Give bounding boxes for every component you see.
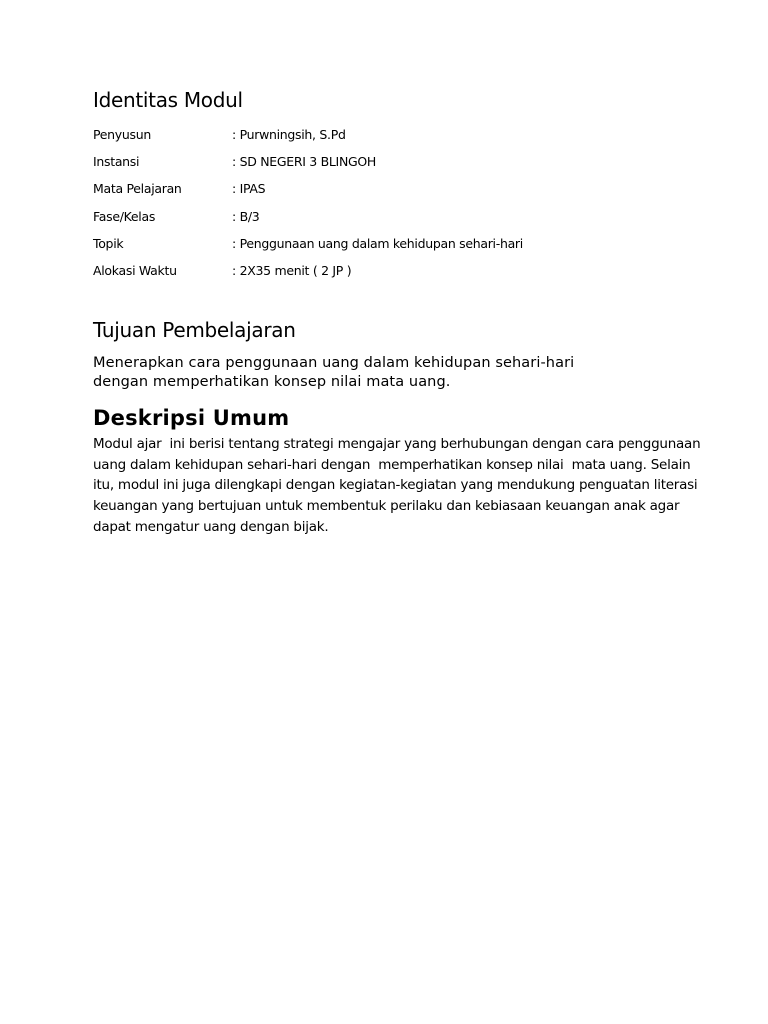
deskripsi-line: dapat mengatur uang dengan bijak. [93, 518, 329, 535]
tujuan-paragraph [93, 354, 613, 392]
deskripsi-line: Modul ajar ini berisi tentang strategi mengajar yang berhubungan dengan cara penggunaan [93, 436, 701, 452]
tujuan-heading: Tujuan Pembelajaran [93, 318, 296, 342]
identitas-value: : Penggunaan uang dalam kehidupan sehari-hari [232, 236, 523, 251]
deskripsi-paragraph [93, 434, 701, 538]
identitas-label: Fase/Kelas [93, 209, 156, 224]
identitas-heading: Identitas Modul [93, 88, 243, 112]
deskripsi-line: uang dalam kehidupan sehari-hari dengan memperhatikan konsep nilai mata uang. Selain [93, 456, 691, 473]
identitas-value: : SD NEGERI 3 BLINGOH [232, 154, 377, 169]
tujuan-line: Menerapkan cara penggunaan uang dalam kehidupan sehari-hari [93, 355, 575, 371]
identitas-value: : IPAS [232, 181, 266, 196]
identitas-label: Topik [93, 236, 124, 251]
deskripsi-heading: Deskripsi Umum [93, 406, 290, 430]
identitas-value: : Purwningsih, S.Pd [232, 127, 346, 142]
identitas-label: Instansi [93, 154, 140, 169]
identitas-label: Alokasi Waktu [93, 263, 177, 278]
tujuan-line: dengan memperhatikan konsep nilai mata uang. [93, 374, 451, 390]
identitas-label: Mata Pelajaran [93, 181, 182, 196]
deskripsi-line: keuangan yang bertujuan untuk membentuk perilaku dan kebiasaan keuangan anak agar [93, 498, 680, 515]
deskripsi-line: itu, modul ini juga dilengkapi dengan kegiatan-kegiatan yang mendukung penguatan literasi [93, 477, 698, 494]
identitas-value: : 2X35 menit ( 2 JP ) [232, 263, 352, 278]
identitas-value: : B/3 [232, 209, 260, 224]
identitas-label: Penyusun [93, 127, 151, 142]
